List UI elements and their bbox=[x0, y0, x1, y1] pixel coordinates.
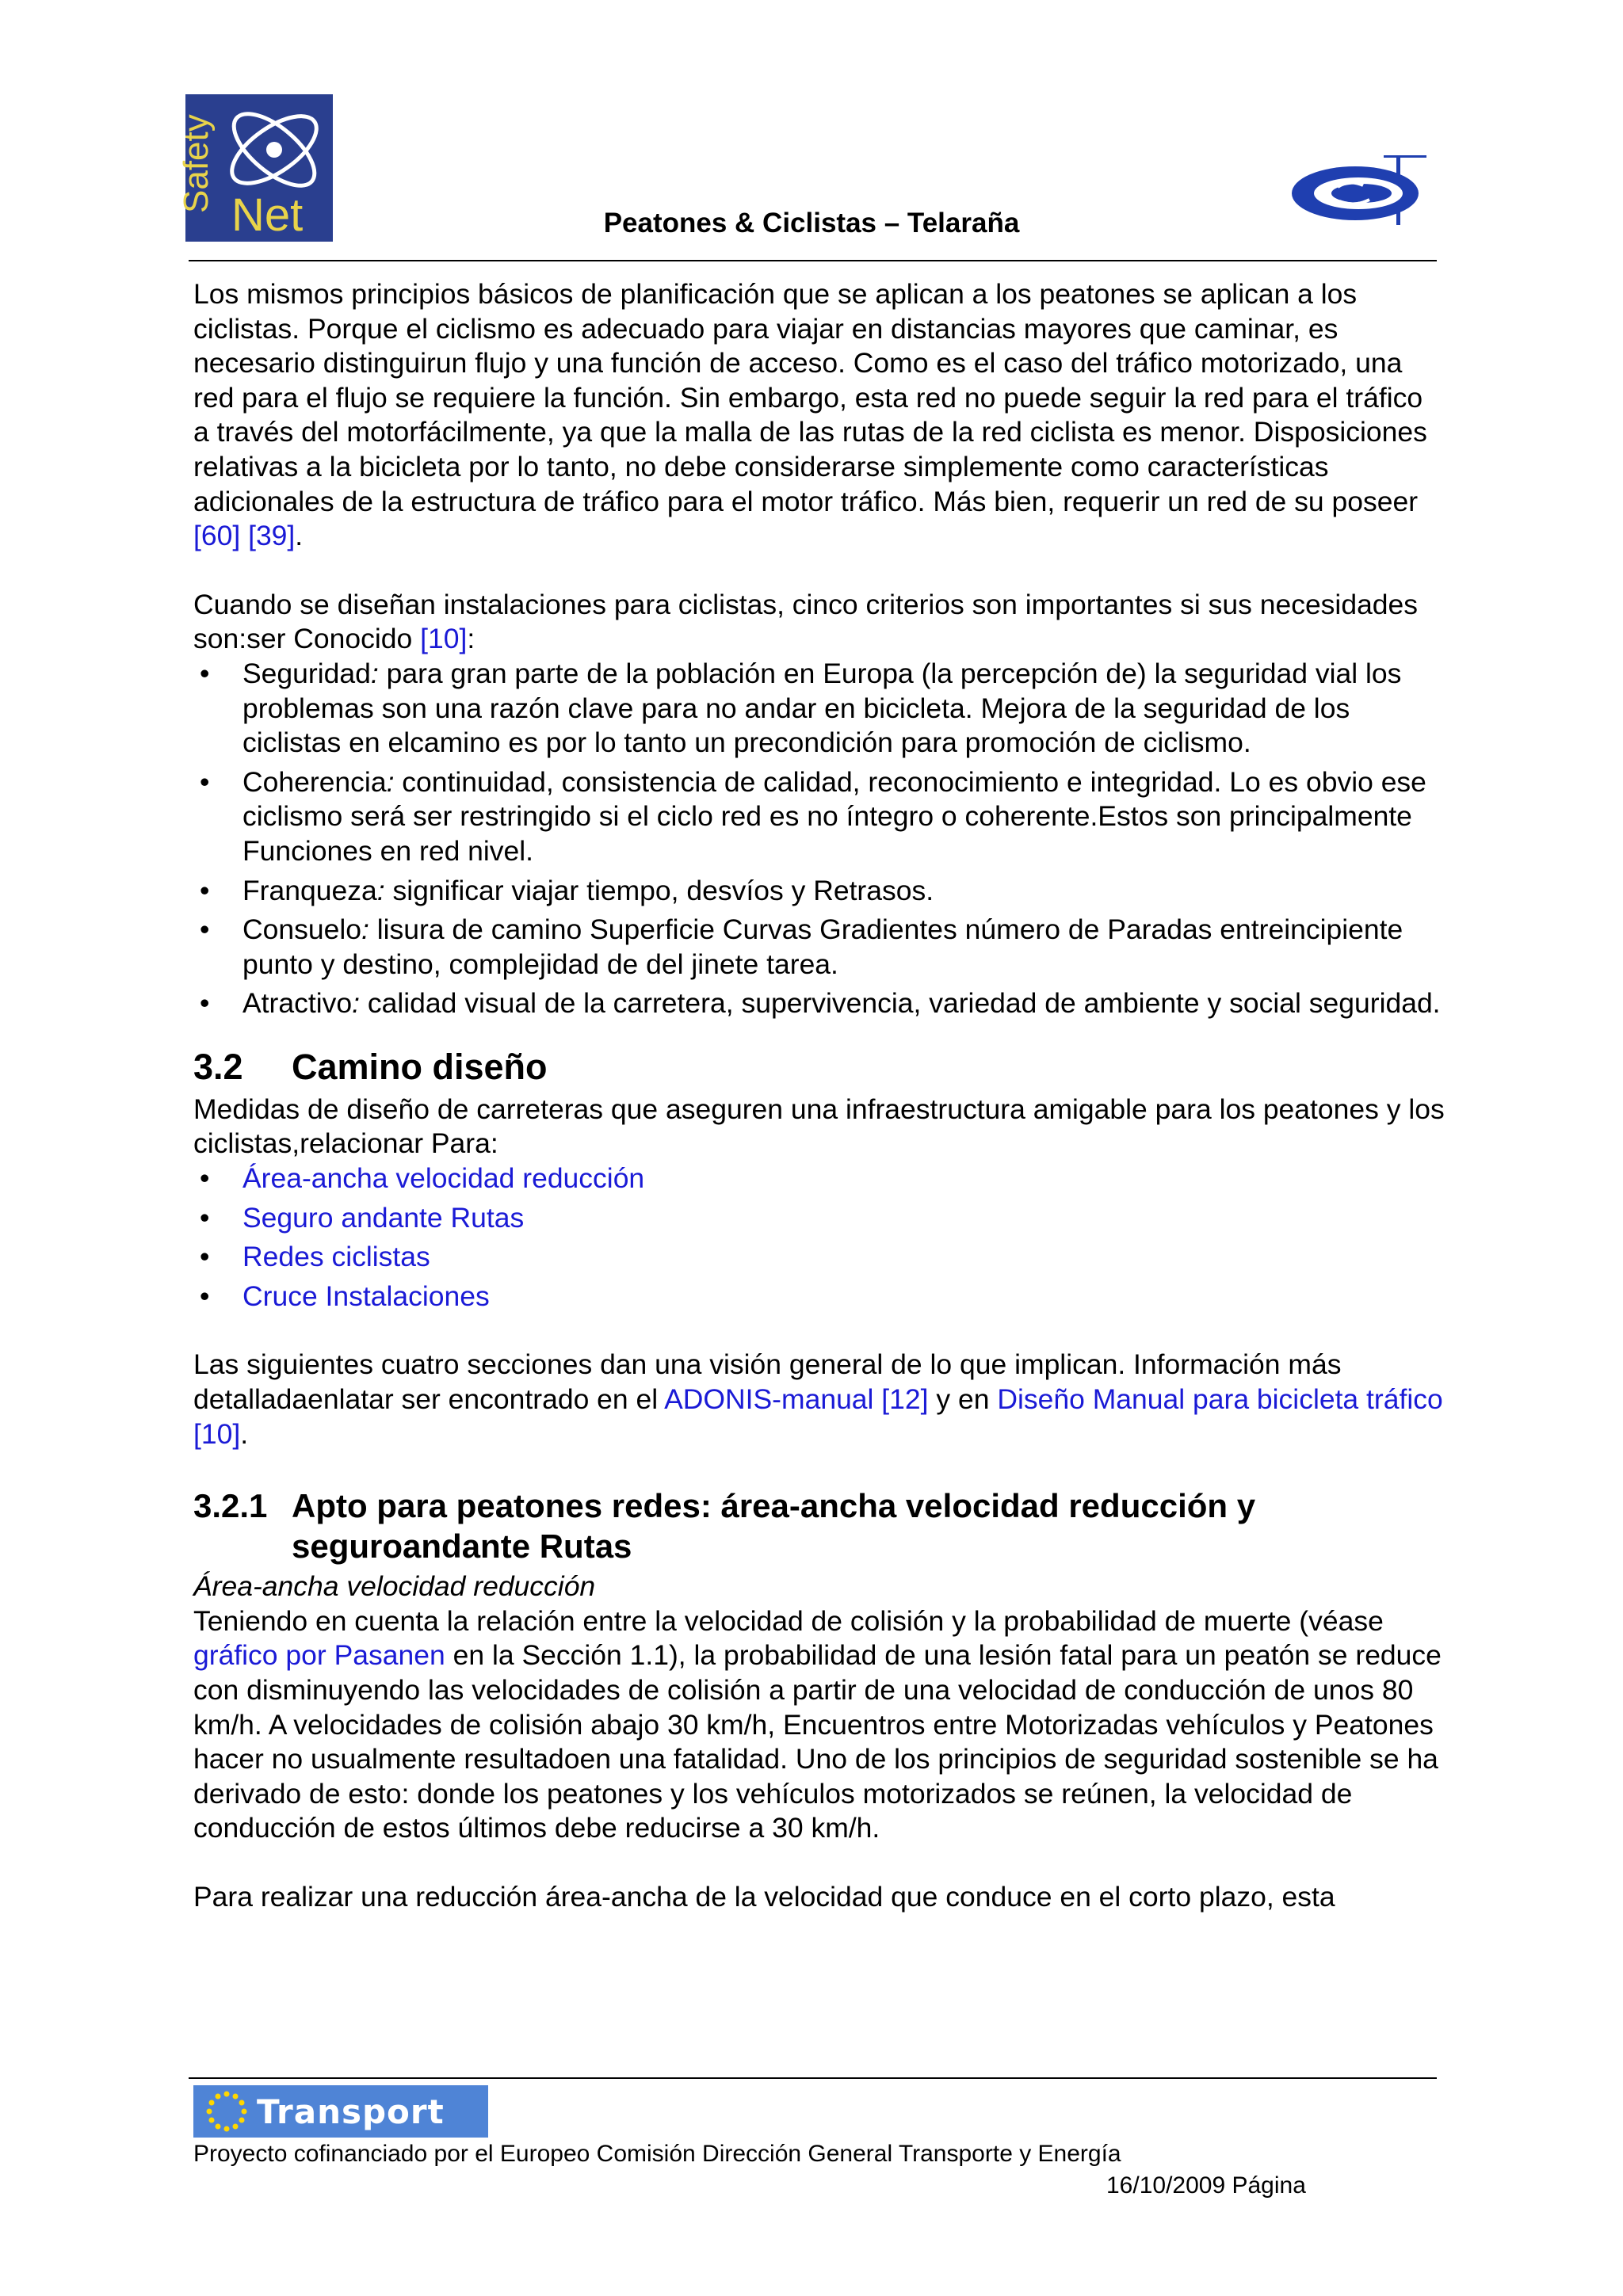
link-design-manual-bicycle[interactable]: Diseño Manual para bicicleta tráfico [10] bbox=[193, 1383, 1443, 1450]
transport-label: Transport bbox=[257, 2092, 445, 2131]
footer-divider bbox=[189, 2077, 1437, 2079]
list-item: • Seguridad: para gran parte de la población en Europa (la percepción de) la seguridad vial los problemas son una razón clave para no andar en bicicleta. Mejora de la seguridad de los ciclistas en elcamino es por lo tanto un precondición para promoción de ciclismo. bbox=[193, 657, 1445, 761]
section-heading-3-2-1: 3.2.1 Apto para peatones redes: área-ancha velocidad reducción y seguroandante Rutas bbox=[193, 1487, 1256, 1566]
eu-commission-logo bbox=[1290, 155, 1426, 227]
link-adonis-manual[interactable]: ADONIS-manual [12] bbox=[664, 1383, 929, 1416]
eu-stars-icon bbox=[203, 2088, 250, 2135]
document-body bbox=[193, 277, 1445, 1915]
transport-logo bbox=[193, 2085, 488, 2138]
list-item: • Franqueza: significar viajar tiempo, desvíos y Retrasos. bbox=[193, 874, 1445, 909]
svg-text:Net: Net bbox=[231, 189, 304, 241]
list-item bbox=[193, 1280, 1445, 1314]
paragraph-road-design-intro: Medidas de diseño de carreteras que aseguren una infraestructura amigable para los peatones y los ciclistas,relacionar Para: bbox=[193, 1093, 1445, 1160]
list-item: • Consuelo: lisura de camino Superficie Curvas Gradientes número de Paradas entreincipiente punto y destino, complejidad de del jinete tarea. bbox=[193, 913, 1445, 982]
criteria-list bbox=[193, 657, 1445, 1021]
paragraph-planning: Los mismos principios básicos de planificación que se aplican a los peatones se aplican a los ciclistas. Porque el ciclismo es adecuado para viajar en distancias mayores que caminar, es necesario distinguirun flujo y una función de acceso. Como es el caso del tráfico motorizado, una red para el flujo se requiere la función. Sin embargo, esta red no puede seguir la red para el tráfico a través del motorfácilmente, ya que la malla de las rutas de la red ciclista es menor. Disposiciones relativas a la bicicleta por lo tanto, no debe considerarse simplemente como características adicionales de la estructura de tráfico para el motor tráfico. Más bien, requerir un red de su poseer [60] [39]. bbox=[193, 278, 1427, 552]
paragraph-collision-speed: Teniendo en cuenta la relación entre la velocidad de colisión y la probabilidad de muerte (véase gráfico por Pasanen en la Sección 1.1), la probabilidad de una lesión fatal para un peatón se reduce con disminuyendo las velocidades de colisión a partir de una velocidad de conducción de unos 80 km/h. A velocidades de colisión abajo 30 km/h, Encuentros entre Motorizadas vehículos y Peatones hacer no usualmente resultadoen una fatalidad. Uno de los principios de seguridad sostenible se ha derivado de esto: donde los peatones y los vehículos motorizados se reúnen, la velocidad de conducción de estos últimos debe reducirse a 30 km/h. bbox=[193, 1604, 1442, 1844]
link-safe-walking-routes[interactable]: Seguro andante Rutas bbox=[242, 1201, 525, 1234]
list-item: • Coherencia: continuidad, consistencia de calidad, reconocimiento e integridad. Lo es obvio ese ciclismo será ser restringido si el ciclo red es no íntegro o coherente.Estos son principalmente Funciones en red nivel. bbox=[193, 765, 1445, 869]
paragraph-speed-reduction: Para realizar una reducción área-ancha de la velocidad que conduce en el corto plazo, esta bbox=[193, 1880, 1335, 1913]
svg-text:Safety: Safety bbox=[177, 114, 216, 213]
reference-link-10[interactable]: [10] bbox=[420, 623, 468, 655]
page-header-title: Peatones & Ciclistas – Telaraña bbox=[603, 208, 1020, 238]
subheading-area-wide-speed-reduction: Área-ancha velocidad reducción bbox=[193, 1570, 596, 1603]
paragraph-criteria-intro: Cuando se diseñan instalaciones para ciclistas, cinco criterios son importantes si sus necesidades son:ser Conocido [10]: bbox=[193, 588, 1419, 655]
footer-cofinance-text: Proyecto cofinanciado por el Europeo Comisión Dirección General Transporte y Energía bbox=[193, 2141, 1121, 2167]
header-divider bbox=[189, 260, 1437, 261]
footer-date-page: 16/10/2009 Página bbox=[1106, 2172, 1306, 2199]
list-item bbox=[193, 1201, 1445, 1236]
section-heading-3-2: 3.2 Camino diseño bbox=[193, 1046, 548, 1087]
link-crossing-facilities[interactable]: Cruce Instalaciones bbox=[242, 1280, 490, 1312]
link-cycling-networks[interactable]: Redes ciclistas bbox=[242, 1241, 430, 1273]
paragraph-overview: Las siguientes cuatro secciones dan una visión general de lo que implican. Información más detalladaenlatar ser encontrado en el ADONIS-manual [12] y en Diseño Manual para bicicleta tráfico [10]. bbox=[193, 1348, 1443, 1450]
link-pasanen-graph[interactable]: gráfico por Pasanen bbox=[193, 1639, 445, 1672]
list-item bbox=[193, 1161, 1445, 1196]
list-item: • Atractivo: calidad visual de la carretera, supervivencia, variedad de ambiente y social seguridad. bbox=[193, 986, 1445, 1021]
list-item bbox=[193, 1240, 1445, 1275]
reference-link-60-39[interactable]: [60] [39] bbox=[193, 520, 296, 552]
link-area-wide-speed-reduction[interactable]: Área-ancha velocidad reducción bbox=[242, 1162, 645, 1195]
road-design-link-list bbox=[193, 1161, 1445, 1314]
